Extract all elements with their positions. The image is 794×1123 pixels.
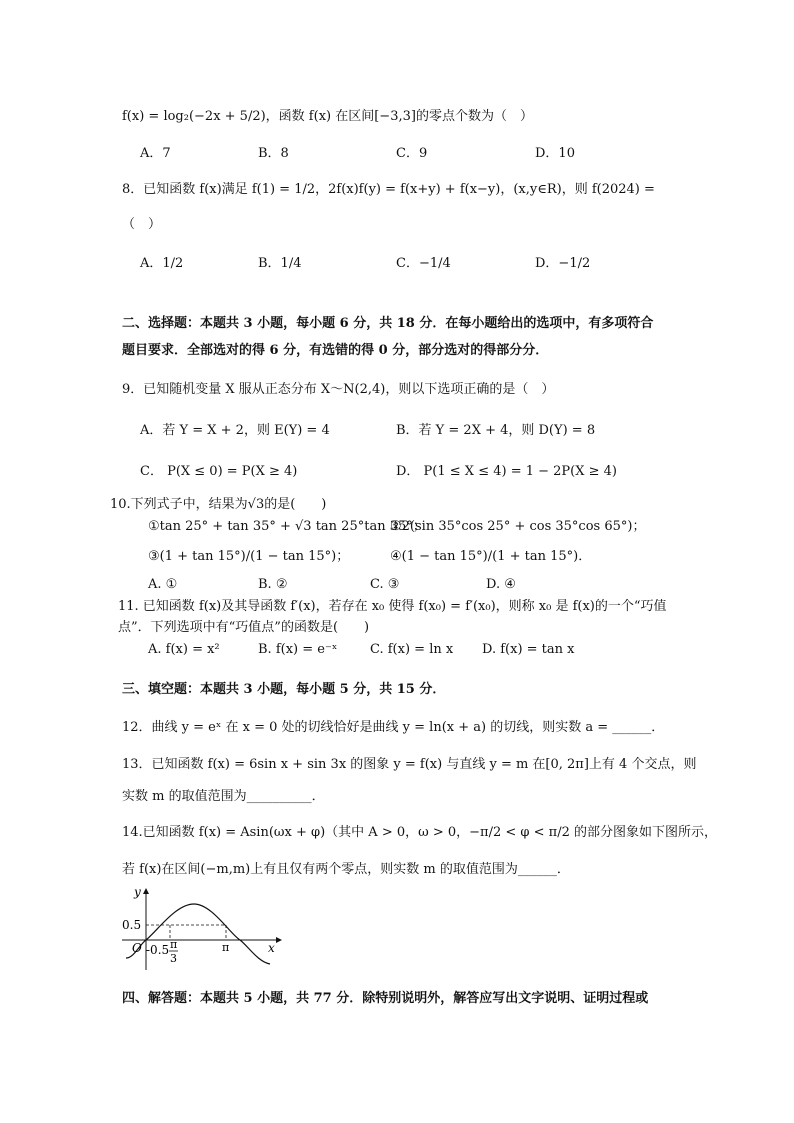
q10-expression-4: ④(1 − tan 15°)/(1 + tan 15°)． xyxy=(390,549,592,564)
pi-over-3-denominator: 3 xyxy=(170,952,177,965)
x-axis-arrow-icon xyxy=(276,937,282,943)
q13-line1: 13．已知函数 f(x) = 6sin x + sin 3x 的图象 y = f(x) 与直线 y = m 在[0, 2π]上有 4 个交点，则 xyxy=(122,757,697,772)
sine-graph xyxy=(118,884,288,974)
y-axis-label: y xyxy=(134,885,141,899)
q8-stem: 8．已知函数 f(x)满足 f(1) = 1/2，2f(x)f(y) = f(x+y) + f(x−y)，(x,y∈R)，则 f(2024) = xyxy=(122,182,655,197)
q12-text: 12．曲线 y = eˣ 在 x = 0 处的切线恰好是曲线 y = ln(x + a) 的切线，则实数 a = ______． xyxy=(122,720,665,735)
q9-option-a: A．若 Y = X + 2，则 E(Y) = 4 xyxy=(140,423,330,438)
q9-stem: 9．已知随机变量 X 服从正态分布 X～N(2,4)，则以下选项正确的是（ ） xyxy=(122,382,555,397)
neg-tick-label: -0.5 xyxy=(146,943,170,957)
q9-option-c: C． P(X ≤ 0) = P(X ≥ 4) xyxy=(140,464,298,479)
q10-expression-3: ③(1 + tan 15°)/(1 − tan 15°)； xyxy=(148,549,350,564)
y-axis-arrow-icon xyxy=(143,888,149,894)
section-3-heading: 三、填空题：本题共 3 小题，每小题 5 分，共 15 分． xyxy=(122,682,446,697)
q11-line1: 11. 已知函数 f(x)及其导函数 f′(x)，若存在 x₀ 使得 f(x₀) = f′(x₀)，则称 x₀ 是 f(x)的一个“巧值 xyxy=(118,599,667,614)
pi-over-3-numerator: π xyxy=(170,938,178,951)
q14-line1: 14.已知函数 f(x) = Asin(ωx + φ)（其中 A > 0，ω > 0，−π/2 < φ < π/2 的部分图象如下图所示， xyxy=(122,825,717,840)
q7-line: f(x) = log₂(−2x + 5/2)，函数 f(x) 在区间[−3,3]的零点个数为（ ） xyxy=(122,109,533,124)
q10-option-c: C. ③ xyxy=(370,577,400,592)
q11-option-d: D. f(x) = tan x xyxy=(482,642,575,657)
q11-option-c: C. f(x) = ln x xyxy=(370,642,454,657)
q10-expression-2: ②2(sin 35°cos 25° + cos 35°cos 65°)； xyxy=(390,519,646,534)
y-tick-05: 0.5 xyxy=(122,918,142,932)
section-2-heading-line2: 题目要求．全部选对的得 6 分，有选错的得 0 分，部分选对的得部分分． xyxy=(122,343,549,358)
q8-option-a: A．1/2 xyxy=(140,256,184,271)
origin-label: O xyxy=(132,941,142,955)
q10-stem: 10.下列式子中，结果为√3的是( ) xyxy=(110,497,327,512)
q13-line2: 实数 m 的取值范围为__________． xyxy=(122,789,325,804)
q11-line2: 点”．下列选项中有“巧值点”的函数是( ) xyxy=(118,620,370,635)
q7-option-b: B．8 xyxy=(258,146,289,161)
x-axis-label: x xyxy=(268,941,275,955)
q11-option-b: B. f(x) = e⁻ˣ xyxy=(258,642,338,657)
section-2-heading-line1: 二、选择题：本题共 3 小题，每小题 6 分，共 18 分．在每小题给出的选项中，有多项符合 xyxy=(122,316,654,331)
q8-option-b: B．1/4 xyxy=(258,256,302,271)
q10-expression-1: ①tan 25° + tan 35° + √3 tan 25°tan 35°； xyxy=(148,519,426,534)
q8-paren: （ ） xyxy=(122,217,162,232)
section-4-heading: 四、解答题：本题共 5 小题，共 77 分．除特别说明外，解答应写出文字说明、证明过程或 xyxy=(122,991,649,1006)
q8-option-c: C．−1/4 xyxy=(396,256,451,271)
q14-line2: 若 f(x)在区间(−m,m)上有且仅有两个零点，则实数 m 的取值范围为______． xyxy=(122,862,570,877)
q8-option-d: D．−1/2 xyxy=(535,256,591,271)
q9-option-d: D． P(1 ≤ X ≤ 4) = 1 − 2P(X ≥ 4) xyxy=(396,464,617,479)
q9-option-b: B．若 Y = 2X + 4，则 D(Y) = 8 xyxy=(396,423,596,438)
q10-option-a: A. ① xyxy=(148,577,178,592)
q7-option-d: D．10 xyxy=(535,146,575,161)
q7-option-c: C．9 xyxy=(396,146,428,161)
q10-option-b: B. ② xyxy=(258,577,288,592)
q10-option-d: D. ④ xyxy=(486,577,516,592)
q7-option-a: A．7 xyxy=(140,146,171,161)
q11-option-a: A. f(x) = x² xyxy=(148,642,220,657)
pi-tick-label: π xyxy=(222,941,230,954)
